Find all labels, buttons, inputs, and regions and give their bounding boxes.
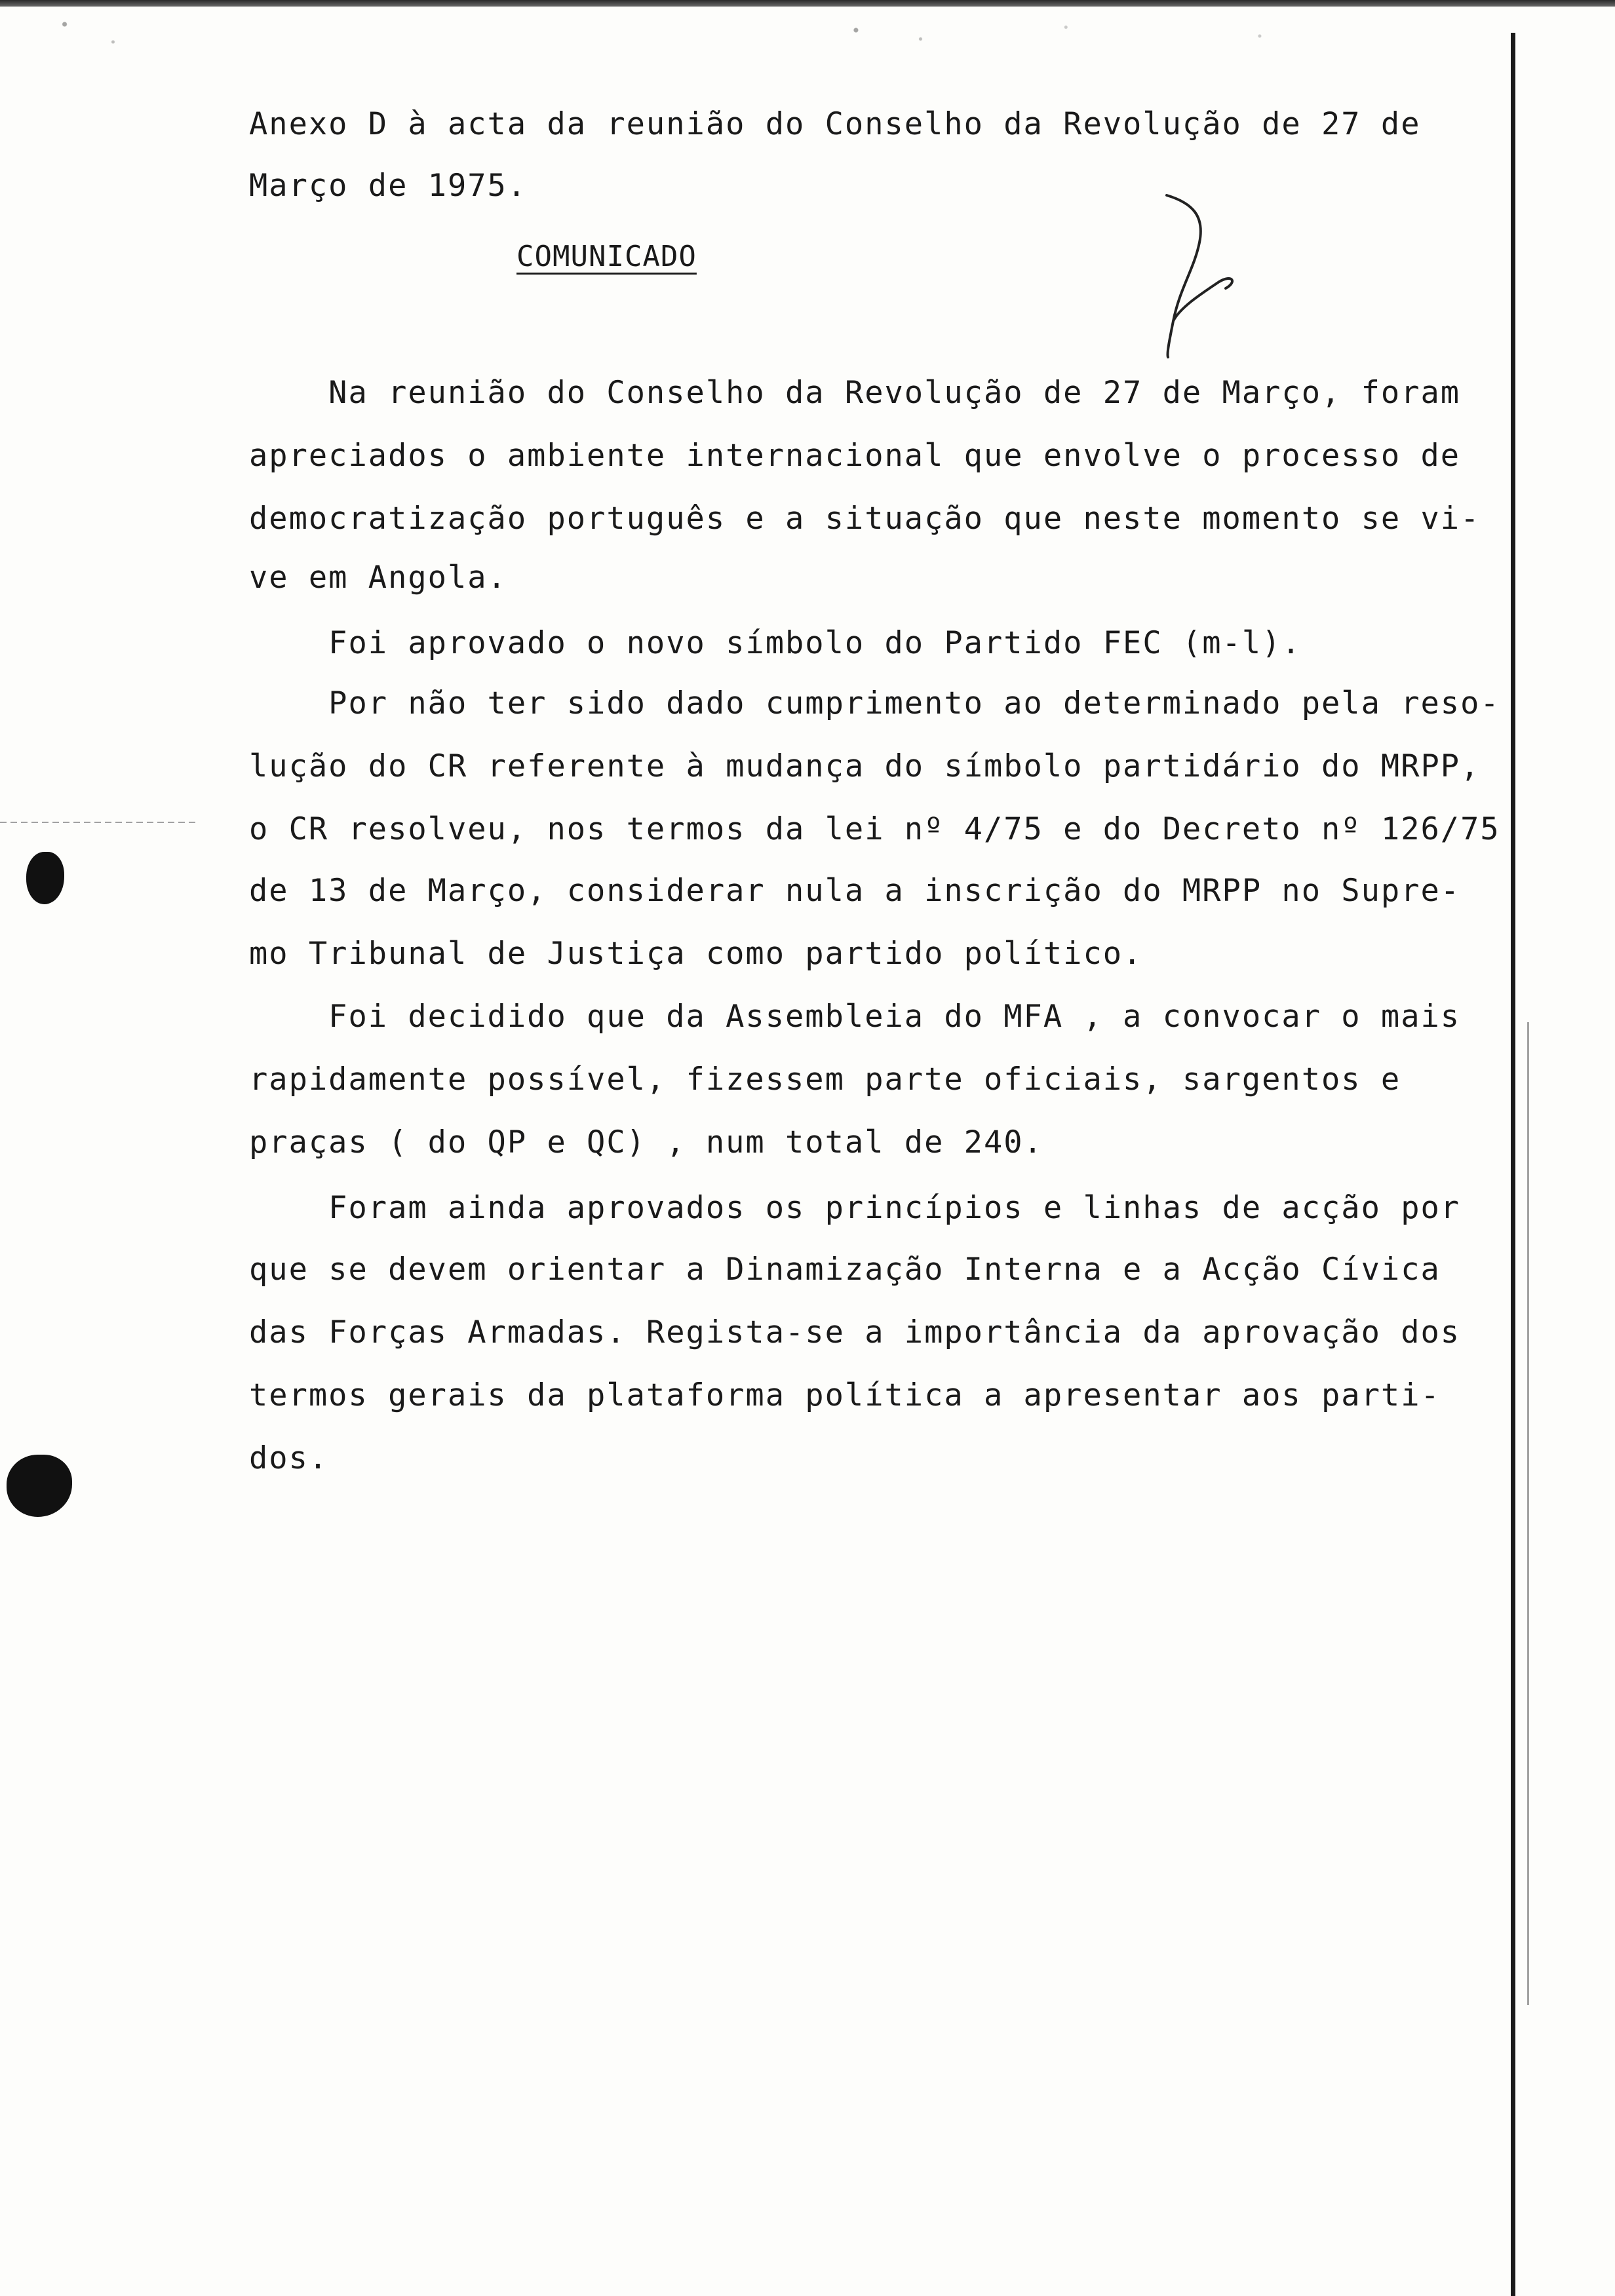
document-title: COMUNICADO (516, 240, 697, 273)
punch-hole (7, 1455, 72, 1517)
scan-right-edge (1511, 33, 1515, 2296)
body-line-5: Foi aprovado o novo símbolo do Partido FEC (m-l). (249, 625, 1302, 661)
body-line-9: de 13 de Março, considerar nula a inscrição do MRPP no Supre- (249, 873, 1461, 909)
header-line-2: Março de 1975. (249, 168, 528, 204)
scan-top-edge (0, 0, 1615, 7)
body-line-14: Foram ainda aprovados os princípios e linhas de acção por (249, 1190, 1461, 1226)
handwritten-mark (1154, 190, 1245, 360)
body-line-18: dos. (249, 1440, 329, 1476)
scan-right-shadow (1527, 1022, 1529, 2005)
body-line-1: Na reunião do Conselho da Revolução de 27 de Março, foram (249, 375, 1461, 411)
body-line-17: termos gerais da plataforma política a apresentar aos parti- (249, 1377, 1441, 1413)
body-line-6: Por não ter sido dado cumprimento ao determinado pela reso- (249, 685, 1500, 721)
body-line-4: ve em Angola. (249, 560, 507, 596)
body-line-11: Foi decidido que da Assembleia do MFA , a convocar o mais (249, 999, 1461, 1035)
body-line-12: rapidamente possível, fizessem parte oficiais, sargentos e (249, 1062, 1401, 1098)
body-line-13: praças ( do QP e QC) , num total de 240. (249, 1124, 1043, 1160)
scan-side-mark (0, 822, 197, 823)
body-line-3: democratização português e a situação que neste momento se vi- (249, 501, 1481, 537)
body-line-2: apreciados o ambiente internacional que envolve o processo de (249, 438, 1461, 474)
body-line-8: o CR resolveu, nos termos da lei nº 4/75 e do Decreto nº 126/75 (249, 811, 1500, 847)
body-line-15: que se devem orientar a Dinamização Interna e a Acção Cívica (249, 1252, 1441, 1288)
body-line-16: das Forças Armadas. Regista-se a importância da aprovação dos (249, 1314, 1461, 1350)
punch-hole (26, 852, 64, 904)
body-line-7: lução do CR referente à mudança do símbolo partidário do MRPP, (249, 748, 1481, 784)
body-line-10: mo Tribunal de Justiça como partido político. (249, 936, 1143, 972)
header-line-1: Anexo D à acta da reunião do Conselho da Revolução de 27 de (249, 106, 1421, 142)
scan-noise (0, 7, 1615, 66)
